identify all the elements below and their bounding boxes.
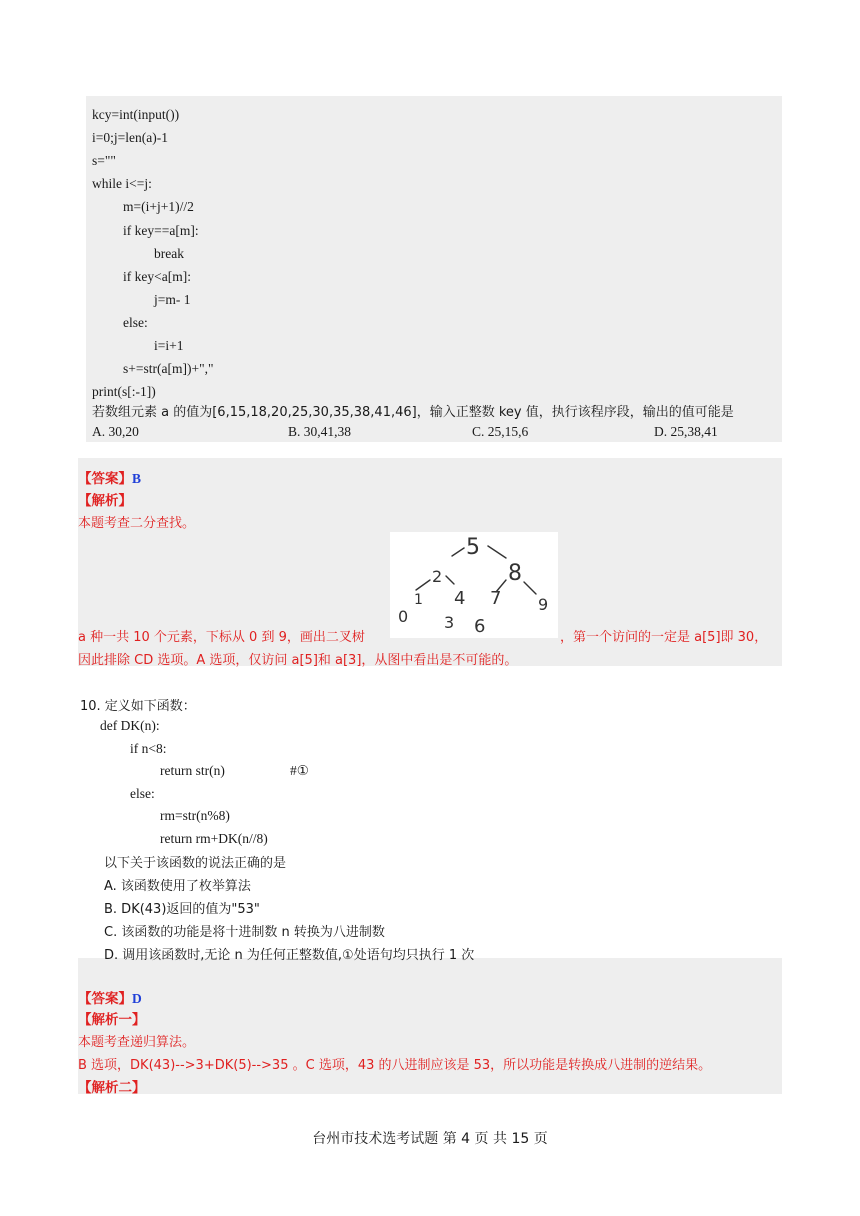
q9-option-d: D. 25,38,41	[654, 424, 718, 439]
q10-code-line: def DK(n):	[100, 718, 160, 733]
q9-analysis-line2b: ，第一个访问的一定是 a[5]即 30，	[560, 630, 768, 645]
q9-analysis-line3: 因此排除 CD 选项。A 选项，仅访问 a[5]和 a[3]，从图中看出是不可能的。	[78, 653, 518, 668]
q9-code-line: while i<=j:	[92, 176, 152, 192]
q9-code-line: i=0;j=len(a)-1	[92, 130, 168, 146]
tree-node-9: 9	[538, 595, 549, 614]
tree-node-4: 4	[454, 588, 466, 609]
q10-answer-line	[78, 987, 142, 1007]
q9-code-line: m=(i+j+1)//2	[123, 199, 194, 215]
q10-option-b: B. DK(43)返回的值为"53"	[104, 902, 260, 917]
q10-answer-label: 【答案】	[78, 991, 132, 1007]
q9-analysis-line1: 本题考查二分查找。	[78, 516, 196, 531]
q9-code-line: break	[154, 245, 184, 261]
q10-answer-background	[78, 958, 782, 1094]
q9-question-text: 若数组元素 a 的值为[6,15,18,20,25,30,35,38,41,46]，输入正整数 key 值，执行该程序段，输出的值可能是	[92, 405, 734, 420]
tree-node-1: 1	[414, 592, 423, 608]
tree-node-3: 3	[444, 613, 455, 632]
tree-node-5: 5	[466, 535, 480, 560]
q9-code-line: i=i+1	[154, 338, 184, 353]
q9-code-line: if key<a[m]:	[123, 268, 191, 284]
q10-code-line: rm=str(n%8)	[160, 808, 230, 824]
q10-prompt: 以下关于该函数的说法正确的是	[104, 856, 287, 871]
q10-answer-value: D	[132, 991, 142, 1006]
q9-code-line: j=m- 1	[154, 291, 191, 307]
q9-analysis-line2a: a 种一共 10 个元素，下标从 0 到 9，画出二叉树	[78, 630, 365, 645]
q10-option-d: D. 调用该函数时,无论 n 为任何正整数值,①处语句均只执行 1 次	[104, 948, 475, 963]
q9-analysis-label: 【解析】	[78, 493, 132, 509]
binary-tree-sketch	[390, 532, 558, 638]
q10-analysis2-label: 【解析二】	[78, 1080, 146, 1096]
q10-code-line: if n<8:	[130, 740, 167, 756]
tree-node-0: 0	[398, 607, 409, 626]
q9-option-b: B. 30,41,38	[288, 424, 352, 439]
q9-code-line: s=""	[92, 153, 116, 169]
tree-node-6: 6	[474, 616, 486, 637]
q10-code-line: return str(n)	[160, 763, 225, 779]
q9-answer-label: 【答案】	[78, 471, 132, 487]
q9-code-line: kcy=int(input())	[92, 107, 180, 122]
q10-option-c: C. 该函数的功能是将十进制数 n 转换为八进制数	[104, 925, 385, 940]
q10-title: 10. 定义如下函数：	[80, 699, 196, 714]
page-footer: 台州市技术选考试题 第 4 页 共 15 页	[312, 1131, 548, 1147]
q9-code-line: else:	[123, 314, 148, 330]
q10-analysis1-line2: B 选项，DK(43)-->3+DK(5)-->35 。C 选项，43 的八进制应该是 53，所以功能是转换成八进制的逆结果。	[78, 1058, 712, 1073]
q10-option-a: A. 该函数使用了枚举算法	[104, 879, 251, 894]
q10-code-line: else:	[130, 785, 155, 801]
q9-code-line: if key==a[m]:	[123, 222, 199, 238]
q9-option-c: C. 25,15,6	[472, 424, 529, 439]
q10-code-comment: #①	[290, 763, 309, 779]
q10-analysis1-label: 【解析一】	[78, 1012, 146, 1028]
q9-option-a: A. 30,20	[92, 424, 139, 439]
q9-code-line: s+=str(a[m])+","	[123, 361, 214, 377]
q9-answer-value: B	[132, 471, 142, 486]
q9-answer-line	[78, 467, 141, 487]
tree-node-7: 7	[490, 588, 502, 609]
q10-analysis1-line1: 本题考查递归算法。	[78, 1035, 196, 1050]
tree-node-2: 2	[432, 567, 443, 586]
q9-code-line: print(s[:-1])	[92, 384, 156, 400]
q10-code-line: return rm+DK(n//8)	[160, 831, 268, 846]
tree-node-8: 8	[508, 561, 522, 586]
